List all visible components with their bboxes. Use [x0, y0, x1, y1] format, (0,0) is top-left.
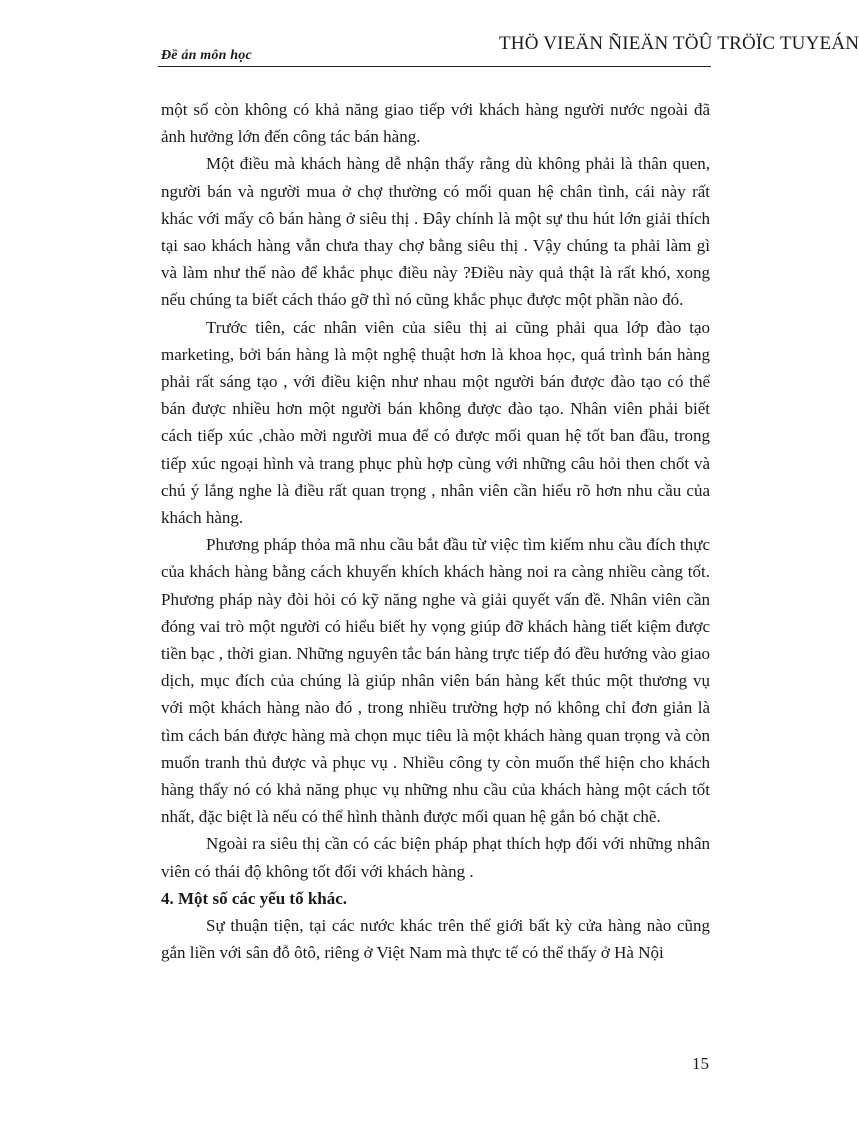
body-text — [161, 96, 710, 967]
paragraph-1: một số còn không có khả năng giao tiếp với khách hàng người nước ngoài đã ảnh hưởng lớn đến công tác bán hàng. — [161, 100, 710, 147]
paragraph-6: Sự thuận tiện, tại các nước khác trên thế giới bất kỳ cửa hàng nào cũng gắn liền với sân đỗ ôtô, riêng ở Việt Nam mà thực tế có thể thấy ở Hà Nội — [161, 916, 710, 963]
section-heading: 4. Một số các yếu tố khác. — [161, 888, 348, 908]
header-library-title: THÖ VIEÄN ÑIEÄN TÖÛ TRÖÏC TUYEÁN — [499, 33, 859, 54]
page-number: 15 — [692, 1054, 709, 1073]
paragraph-3: Trước tiên, các nhân viên của siêu thị ai cũng phải qua lớp đào tạo marketing, bởi bán hàng là một nghệ thuật hơn là khoa học, quá trình bán hàng phải rất sáng tạo , với điều kiện như nhau một người bán được đào tạo có thể bán được nhiều hơn một người bán không được đào tạo. Nhân viên phải biết cách tiếp xúc ,chào mời người mua để có được mối quan hệ tốt ban đầu, trong tiếp xúc ngoại hình và trang phục phù hợp cùng với những câu hỏi then chốt và chú ý lắng nghe là điều rất quan trọng , nhân viên cần hiểu rõ hơn nhu cầu của khách hàng. — [161, 317, 710, 528]
paragraph-5: Ngoài ra siêu thị cần có các biện pháp phạt thích hợp đối với những nhân viên có thái độ không tốt đối với khách hàng . — [161, 834, 710, 881]
header-divider — [158, 66, 711, 67]
paragraph-4: Phương pháp thỏa mã nhu cầu bắt đầu từ việc tìm kiếm nhu cầu đích thực của khách hàng bằng cách khuyến khích khách hàng noi ra càng nhiều càng tốt. Phương pháp này đòi hỏi có kỹ năng nghe và giải quyết vấn đề. Nhân viên cần đóng vai trò một người có hiểu biết hy vọng giúp đỡ khách hàng tiết kiệm được tiền bạc , thời gian. Những nguyên tắc bán hàng trực tiếp đó đều hướng vào giao dịch, mục đích của chúng là giúp nhân viên bán hàng kết thúc một thương vụ với một khách hàng nào đó , trong nhiều trường hợp nó không chỉ đơn giản là tìm cách bán được hàng mà chọn mục tiêu là một khách hàng quan trọng và còn muốn tranh thủ được và phục vụ . Nhiều công ty còn muốn thể hiện cho khách hàng thấy nó có khả năng phục vụ những nhu cầu của khách hàng một cách tốt nhất, đặc biệt là nếu có thể hình thành được mối quan hệ gắn bó chặt chẽ. — [161, 535, 710, 827]
paragraph-2: Một điều mà khách hàng dễ nhận thấy rằng dù không phải là thân quen, người bán và người mua ở chợ thường có mối quan hệ chân tình, cái này rất khác với mấy cô bán hàng ở siêu thị . Đây chính là một sự thu hút lớn giải thích tại sao khách hàng vẫn chưa thay chợ bằng siêu thị . Vậy chúng ta phải làm gì và làm như thế nào để khắc phục điều này ?Điều này quả thật là rất khó, xong nếu chúng ta biết cách tháo gỡ thì nó cũng khắc phục được một phần nào đó. — [161, 154, 710, 310]
header-course-title: Đề án môn học — [161, 48, 252, 63]
